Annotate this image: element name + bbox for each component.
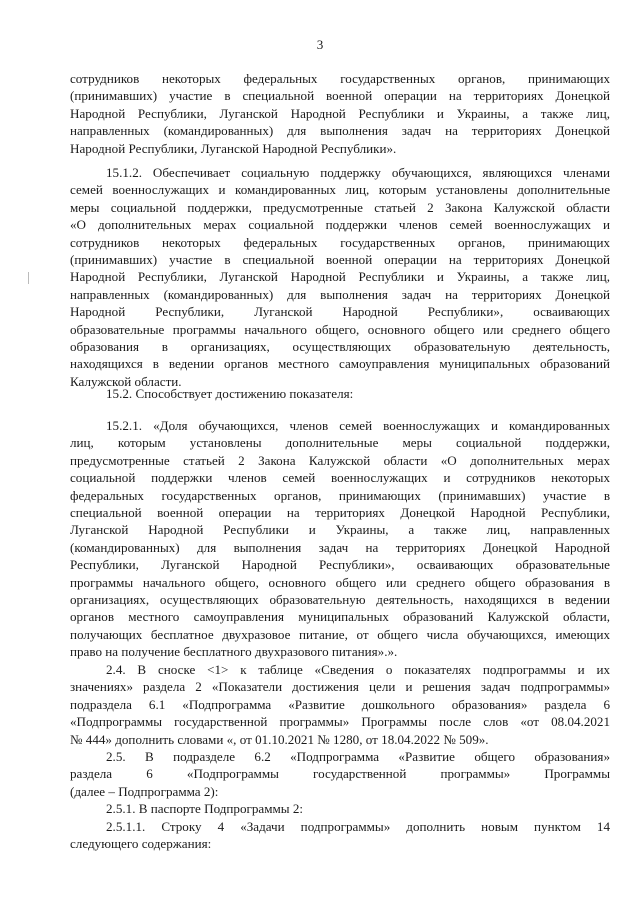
text-line: (командированных) для выполнения задач на территориях Донецкой Народной [70, 539, 610, 555]
text-line: 15.1.2. Обеспечивает социальную поддержку обучающихся, являющихся членами [106, 165, 610, 180]
text-line: 2.4. В сноске <1> к таблице «Сведения о показателях подпрограммы и их [106, 662, 611, 677]
text-line: Народной Республики, Луганской Народной Республики и Украины, а также лиц, [70, 269, 610, 285]
text-line: 2.5.1.1. Строку 4 «Задачи подпрограммы» дополнить новым пунктом 14 [106, 819, 611, 834]
scan-margin-mark [28, 272, 32, 284]
text-line: предусмотренные статьей 2 Закона Калужской области «О дополнительных мерах [70, 452, 611, 468]
text-line: право на получение бесплатного двухразового питания».». [70, 644, 398, 660]
text-line: органов местного самоуправления муниципальных образований Калужской области, [70, 609, 611, 625]
text-line: образовательные программы начального общего, основного общего или среднего общего [70, 321, 611, 337]
text-line: значениях» раздела 2 «Показатели достижения цели и решения задач подпрограммы» [70, 679, 611, 695]
text-line: образования в организациях, осуществляющих образовательную деятельность, [70, 339, 611, 355]
text-line: находящихся в ведении органов местного самоуправления муниципальных образований [70, 356, 611, 372]
text-line: № 444» дополнить словами «, от 01.10.2021 № 1280, от 18.04.2022 № 509». [70, 731, 489, 747]
text-line: социальной поддержки членов семей военнослужащих и сотрудников некоторых [70, 470, 610, 486]
text-line: Народной Республики, Луганской Народной Республики и Украины, а также лиц, [70, 105, 610, 121]
paragraph-2-5-1-1 [70, 818, 610, 853]
text-line: подраздела 6.1 «Подпрограмма «Развитие дошкольного образования» раздела 6 [70, 696, 610, 712]
text-line: семей военнослужащих и командированных лиц, которым установлены дополнительные [70, 182, 610, 198]
text-line: 15.2. Способствует достижению показателя: [106, 386, 354, 401]
text-line: федеральных государственных органов, принимающих (принимавших) участие в [70, 487, 611, 503]
text-line: меры социальной поддержки, предусмотренные статьей 2 Закона Калужской области [70, 199, 610, 215]
text-line: Луганской Народной Республики и Украины, а также лиц, направленных [70, 522, 611, 538]
paragraph-15-2-1 [70, 417, 610, 661]
text-line: получающих бесплатное двухразовое питание, от общего числа обучающихся, имеющих [70, 626, 610, 642]
text-line: 15.2.1. «Доля обучающихся, членов семей военнослужащих и командированных [106, 418, 610, 433]
text-line: 2.5. В подразделе 6.2 «Подпрограмма «Развитие общего образования» [106, 749, 610, 764]
paragraph-2-4 [70, 661, 610, 748]
text-line: программы начального общего, основного общего или среднего общего образования в [70, 574, 610, 590]
paragraph-2-5 [70, 748, 610, 800]
text-line: направленных (командированных) для выполнения задач на территориях Донецкой [70, 286, 611, 302]
text-line: (принимавших) участие в специальной военной операции на территориях Донецкой [70, 88, 611, 104]
text-line: специальной военной операции на территориях Донецкой Народной Республики, [70, 505, 610, 521]
paragraph-15-2 [70, 385, 610, 402]
text-line: направленных (командированных) для выполнения задач на территориях Донецкой [70, 123, 611, 139]
text-line: «О дополнительных мерах социальной поддержки членов семей военнослужащих и [70, 217, 610, 233]
text-line: Республики, Луганской Народной Республики», осваивающих образовательные [70, 557, 610, 573]
paragraph-2-5-1 [70, 800, 610, 817]
page-number: 3 [316, 37, 324, 52]
text-line: Калужской области. [70, 373, 182, 389]
text-line: раздела 6 «Подпрограммы государственной программы» Программы [70, 766, 610, 782]
text-line: сотрудников некоторых федеральных государственных органов, принимающих [70, 234, 610, 250]
text-line: сотрудников некоторых федеральных государственных органов, принимающих [70, 71, 610, 86]
paragraph-15-1-2 [70, 164, 610, 390]
text-line: Народной Республики, Луганской Народной Республики». [70, 140, 397, 156]
text-line: организациях, осуществляющих образовательную деятельность, находящихся в ведении [70, 592, 611, 608]
paragraph-continuation [70, 70, 610, 157]
text-line: следующего содержания: [70, 836, 212, 852]
text-line: «Подпрограммы государственной программы» Программы после слов «от 08.04.2021 [70, 714, 611, 730]
text-line: (далее – Подпрограмма 2): [70, 783, 219, 799]
text-line: 2.5.1. В паспорте Подпрограммы 2: [106, 801, 304, 816]
text-line: лиц, которым установлены дополнительные меры социальной поддержки, [70, 435, 610, 451]
text-line: Народной Республики, Луганской Народной Республики», осваивающих [70, 304, 611, 320]
text-line: (принимавших) участие в специальной военной операции на территориях Донецкой [70, 252, 611, 268]
